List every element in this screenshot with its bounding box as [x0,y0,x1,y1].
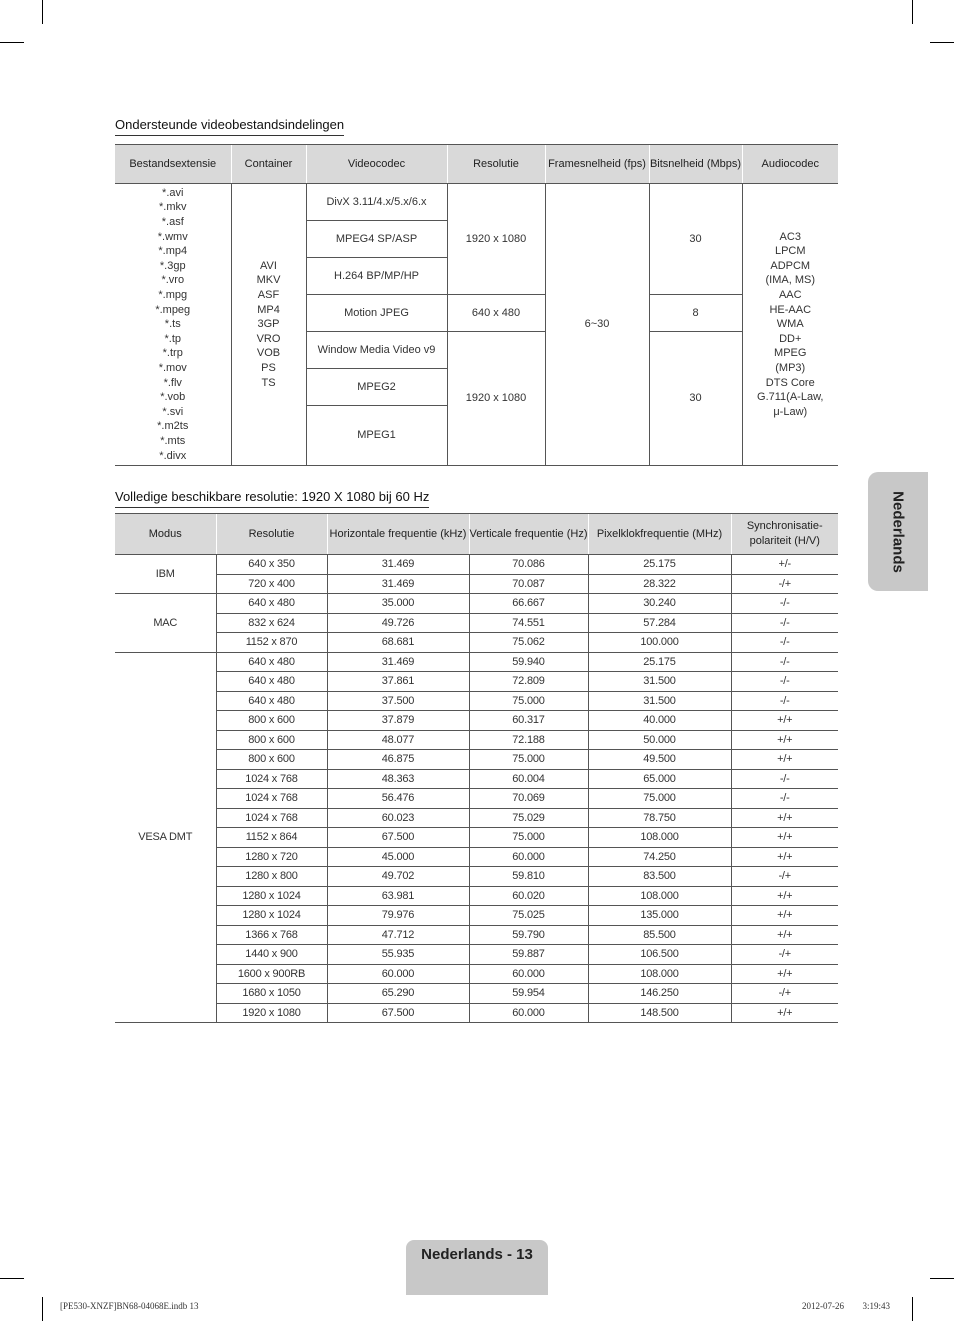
resolution-cell: 1024 x 768 [216,769,327,789]
pixelclock-cell: 108.000 [588,828,731,848]
polarity-cell: -/+ [731,574,838,594]
polarity-cell: -/- [731,613,838,633]
crop-mark [0,42,24,43]
pixelclock-cell: 148.500 [588,1003,731,1023]
polarity-cell: +/+ [731,750,838,770]
hfreq-cell: 48.077 [327,730,469,750]
hfreq-cell: 67.500 [327,828,469,848]
pixelclock-cell: 83.500 [588,867,731,887]
pixelclock-cell: 57.284 [588,613,731,633]
pixelclock-cell: 40.000 [588,711,731,731]
resolution-cell: 800 x 600 [216,711,327,731]
vfreq-cell: 59.810 [469,867,588,887]
vfreq-cell: 75.000 [469,750,588,770]
header-hfreq: Horizontale frequentie (kHz) [327,514,469,555]
hfreq-cell: 45.000 [327,847,469,867]
crop-mark [42,0,43,24]
resolution-cell: 800 x 600 [216,750,327,770]
vfreq-cell: 75.000 [469,828,588,848]
resolution-table [115,513,838,1023]
pixelclock-cell: 75.000 [588,789,731,809]
table-row [115,886,838,906]
resolution-cell: 640 x 480 [447,295,545,332]
resolution-cell: 640 x 480 [216,594,327,614]
table-row [115,789,838,809]
hfreq-cell: 37.500 [327,691,469,711]
video-formats-table [115,144,838,466]
audio-cell: AC3 LPCM ADPCM (IMA, MS) AAC HE-AAC WMA DD+ MPEG (MP3) DTS Core G.711(A-Law, μ-Law) [742,184,838,466]
pixelclock-cell: 25.175 [588,652,731,672]
hfreq-cell: 67.500 [327,1003,469,1023]
table-row [115,769,838,789]
table-row [115,691,838,711]
pixelclock-cell: 100.000 [588,633,731,653]
codec-cell: DivX 3.11/4.x/5.x/6.x [306,184,447,221]
polarity-cell: +/+ [731,828,838,848]
resolution-cell: 640 x 480 [216,672,327,692]
pixelclock-cell: 31.500 [588,672,731,692]
codec-cell: MPEG2 [306,369,447,406]
pixelclock-cell: 108.000 [588,964,731,984]
table-row [115,652,838,672]
polarity-cell: -/- [731,769,838,789]
table-row [115,847,838,867]
hfreq-cell: 63.981 [327,886,469,906]
table-row [115,750,838,770]
pixelclock-cell: 49.500 [588,750,731,770]
vfreq-cell: 75.062 [469,633,588,653]
resolution-cell: 1024 x 768 [216,808,327,828]
pixelclock-cell: 31.500 [588,691,731,711]
mode-cell: IBM [115,555,216,594]
vfreq-cell: 60.317 [469,711,588,731]
polarity-cell: -/- [731,691,838,711]
pixelclock-cell: 78.750 [588,808,731,828]
header-resolution: Resolutie [216,514,327,555]
bitrate-cell: 30 [649,184,742,295]
hfreq-cell: 48.363 [327,769,469,789]
vfreq-cell: 60.000 [469,847,588,867]
polarity-cell: -/+ [731,867,838,887]
resolution-cell: 1280 x 1024 [216,886,327,906]
vfreq-cell: 59.940 [469,652,588,672]
extensions-cell: *.avi *.mkv *.asf *.wmv *.mp4 *.3gp *.vro *.mpg *.mpeg *.ts *.tp *.trp *.mov *.flv *.vob *.svi *.m2ts *.mts *.divx [115,184,231,466]
table-row [115,613,838,633]
mode-cell: MAC [115,594,216,653]
codec-cell: Window Media Video v9 [306,332,447,369]
resolution-cell: 1280 x 800 [216,867,327,887]
polarity-cell: +/+ [731,886,838,906]
codec-cell: MPEG1 [306,406,447,466]
resolution-cell: 1440 x 900 [216,945,327,965]
resolution-cell: 1920 x 1080 [447,332,545,466]
pixelclock-cell: 108.000 [588,886,731,906]
table-row [115,925,838,945]
hfreq-cell: 31.469 [327,555,469,575]
table-row [115,555,838,575]
table-row [115,808,838,828]
vfreq-cell: 59.887 [469,945,588,965]
polarity-cell: -/+ [731,984,838,1004]
vfreq-cell: 75.029 [469,808,588,828]
pixelclock-cell: 106.500 [588,945,731,965]
crop-mark [930,1278,954,1279]
header-container: Container [231,145,306,184]
vfreq-cell: 72.188 [469,730,588,750]
header-pixelclock: Pixelklokfrequentie (MHz) [588,514,731,555]
polarity-cell: +/+ [731,1003,838,1023]
resolution-cell: 1024 x 768 [216,789,327,809]
resolution-cell: 1920 x 1080 [216,1003,327,1023]
header-framerate: Framesnelheid (fps) [545,145,649,184]
resolution-cell: 1152 x 864 [216,828,327,848]
crop-mark [42,1297,43,1321]
polarity-cell: -/- [731,672,838,692]
page-label: Nederlands - 13 [421,1246,533,1263]
resolution-cell: 1280 x 1024 [216,906,327,926]
polarity-cell: +/+ [731,925,838,945]
bitrate-cell: 8 [649,295,742,332]
vfreq-cell: 60.020 [469,886,588,906]
polarity-cell: +/+ [731,730,838,750]
hfreq-cell: 60.000 [327,964,469,984]
vfreq-cell: 70.069 [469,789,588,809]
header-vfreq: Verticale frequentie (Hz) [469,514,588,555]
polarity-cell: +/+ [731,711,838,731]
table-row [115,867,838,887]
language-side-tab [868,472,928,591]
table-row [115,711,838,731]
pixelclock-cell: 85.500 [588,925,731,945]
hfreq-cell: 37.879 [327,711,469,731]
hfreq-cell: 35.000 [327,594,469,614]
resolution-title: Volledige beschikbare resolutie: 1920 X 1080 bij 60 Hz [115,489,429,508]
pixelclock-cell: 146.250 [588,984,731,1004]
bitrate-cell: 30 [649,332,742,466]
hfreq-cell: 49.702 [327,867,469,887]
table-row [115,984,838,1004]
table-row [115,906,838,926]
table-row [115,730,838,750]
hfreq-cell: 47.712 [327,925,469,945]
table-row [115,633,838,653]
polarity-cell: +/+ [731,847,838,867]
vfreq-cell: 60.000 [469,1003,588,1023]
header-videocodec: Videocodec [306,145,447,184]
pixelclock-cell: 50.000 [588,730,731,750]
header-mode: Modus [115,514,216,555]
resolution-cell: 1600 x 900RB [216,964,327,984]
hfreq-cell: 65.290 [327,984,469,1004]
polarity-cell: -/- [731,633,838,653]
polarity-cell: +/- [731,555,838,575]
vfreq-cell: 59.954 [469,984,588,1004]
resolution-cell: 1680 x 1050 [216,984,327,1004]
hfreq-cell: 60.023 [327,808,469,828]
table-row [115,594,838,614]
pixelclock-cell: 74.250 [588,847,731,867]
polarity-cell: -/+ [731,945,838,965]
containers-cell: AVI MKV ASF MP4 3GP VRO VOB PS TS [231,184,306,466]
footer-file: [PE530-XNZF]BN68-04068E.indb 13 [60,1301,199,1311]
polarity-cell: -/- [731,789,838,809]
vfreq-cell: 70.087 [469,574,588,594]
vfreq-cell: 70.086 [469,555,588,575]
hfreq-cell: 79.976 [327,906,469,926]
hfreq-cell: 37.861 [327,672,469,692]
vfreq-cell: 75.000 [469,691,588,711]
header-audiocodec: Audiocodec [742,145,838,184]
pixelclock-cell: 65.000 [588,769,731,789]
resolution-cell: 1366 x 768 [216,925,327,945]
codec-cell: MPEG4 SP/ASP [306,221,447,258]
header-resolution: Resolutie [447,145,545,184]
vfreq-cell: 60.000 [469,964,588,984]
video-formats-title: Ondersteunde videobestandsindelingen [115,117,344,136]
polarity-cell: +/+ [731,964,838,984]
resolution-cell: 640 x 480 [216,691,327,711]
page-number-tab [406,1240,548,1295]
table-row [115,964,838,984]
resolution-cell: 1152 x 870 [216,633,327,653]
crop-mark [930,42,954,43]
pixelclock-cell: 30.240 [588,594,731,614]
hfreq-cell: 46.875 [327,750,469,770]
table-row [115,1003,838,1023]
polarity-cell: -/- [731,594,838,614]
resolution-cell: 720 x 400 [216,574,327,594]
pixelclock-cell: 135.000 [588,906,731,926]
framerate-cell: 6~30 [545,184,649,466]
hfreq-cell: 55.935 [327,945,469,965]
header-extension: Bestandsextensie [115,145,231,184]
resolution-cell: 832 x 624 [216,613,327,633]
table-row [115,945,838,965]
resolution-cell: 640 x 350 [216,555,327,575]
vfreq-cell: 75.025 [469,906,588,926]
resolution-cell: 640 x 480 [216,652,327,672]
crop-mark [0,1278,24,1279]
crop-mark [912,1297,913,1321]
hfreq-cell: 31.469 [327,652,469,672]
vfreq-cell: 59.790 [469,925,588,945]
side-tab-label: Nederlands [889,490,907,573]
vfreq-cell: 60.004 [469,769,588,789]
pixelclock-cell: 25.175 [588,555,731,575]
hfreq-cell: 68.681 [327,633,469,653]
resolution-cell: 1920 x 1080 [447,184,545,295]
vfreq-cell: 74.551 [469,613,588,633]
header-polarity: Synchronisatie-polariteit (H/V) [731,514,838,555]
hfreq-cell: 56.476 [327,789,469,809]
table-row [115,672,838,692]
polarity-cell: +/+ [731,906,838,926]
mode-cell: VESA DMT [115,652,216,1023]
footer-timestamp: 2012-07-26 ￿￿ 3:19:43 [802,1301,890,1311]
table-row [115,828,838,848]
hfreq-cell: 31.469 [327,574,469,594]
resolution-cell: 800 x 600 [216,730,327,750]
vfreq-cell: 66.667 [469,594,588,614]
polarity-cell: -/- [731,652,838,672]
crop-mark [912,0,913,24]
header-bitrate: Bitsnelheid (Mbps) [649,145,742,184]
codec-cell: H.264 BP/MP/HP [306,258,447,295]
vfreq-cell: 72.809 [469,672,588,692]
codec-cell: Motion JPEG [306,295,447,332]
resolution-cell: 1280 x 720 [216,847,327,867]
table-row [115,574,838,594]
hfreq-cell: 49.726 [327,613,469,633]
polarity-cell: +/+ [731,808,838,828]
pixelclock-cell: 28.322 [588,574,731,594]
